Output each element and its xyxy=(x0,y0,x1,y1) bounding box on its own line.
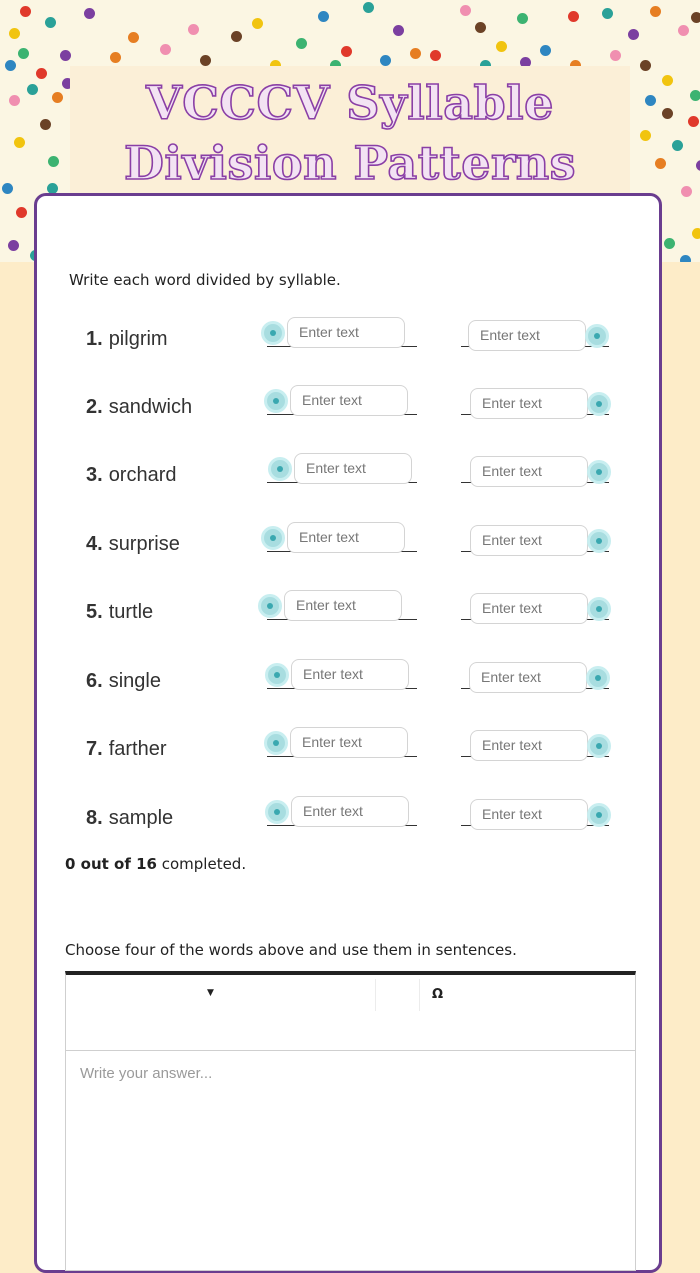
confetti-dot xyxy=(475,22,486,33)
confetti-dot xyxy=(60,50,71,61)
title-banner xyxy=(70,66,630,202)
special-character-button[interactable]: Ω xyxy=(432,987,444,1002)
confetti-dot xyxy=(188,24,199,35)
syllable-2-input[interactable]: Enter text xyxy=(470,388,588,419)
confetti-dot xyxy=(645,95,656,106)
confetti-dot xyxy=(681,186,692,197)
confetti-dot xyxy=(460,5,471,16)
word-item xyxy=(86,601,153,624)
syllable-1-input[interactable]: Enter text xyxy=(290,727,408,758)
drag-handle-icon[interactable] xyxy=(587,734,611,758)
confetti-dot xyxy=(84,8,95,19)
drag-handle-icon[interactable] xyxy=(586,666,610,690)
page-title-line-1: VCCCV Syllable xyxy=(146,76,554,130)
confetti-dot xyxy=(692,228,700,239)
confetti-dot xyxy=(696,160,700,171)
confetti-dot xyxy=(9,95,20,106)
confetti-dot xyxy=(200,55,211,66)
confetti-dot xyxy=(318,11,329,22)
syllable-2-input[interactable]: Enter text xyxy=(470,525,588,556)
word-number: 4. xyxy=(86,533,103,555)
toolbar-divider xyxy=(419,979,420,1011)
confetti-dot xyxy=(650,6,661,17)
word-text: farther xyxy=(108,738,167,760)
page-title-line-2: Division Patterns xyxy=(123,136,577,190)
word-item xyxy=(86,738,167,761)
confetti-dot xyxy=(602,8,613,19)
confetti-dot xyxy=(45,17,56,28)
syllable-1-input[interactable]: Enter text xyxy=(291,796,409,827)
confetti-dot xyxy=(231,31,242,42)
confetti-dot xyxy=(662,108,673,119)
confetti-dot xyxy=(16,207,27,218)
word-text: single xyxy=(108,670,161,692)
word-number: 6. xyxy=(86,670,103,692)
drag-handle-icon[interactable] xyxy=(261,321,285,345)
confetti-dot xyxy=(160,44,171,55)
editor-toolbar xyxy=(66,975,635,1051)
confetti-dot xyxy=(52,92,63,103)
drag-handle-icon[interactable] xyxy=(261,526,285,550)
confetti-dot xyxy=(40,119,51,130)
word-number: 8. xyxy=(86,807,103,829)
word-item xyxy=(86,396,192,419)
word-text: sandwich xyxy=(108,396,193,418)
syllable-2-input[interactable]: Enter text xyxy=(470,799,588,830)
syllable-2-input[interactable]: Enter text xyxy=(468,320,586,351)
confetti-dot xyxy=(410,48,421,59)
word-text: sample xyxy=(108,807,174,829)
syllable-2-input[interactable]: Enter text xyxy=(470,730,588,761)
confetti-dot xyxy=(672,140,683,151)
progress-suffix: completed. xyxy=(156,855,247,873)
confetti-dot xyxy=(628,29,639,40)
drag-handle-icon[interactable] xyxy=(265,800,289,824)
syllable-1-input[interactable]: Enter text xyxy=(284,590,402,621)
drag-handle-icon[interactable] xyxy=(587,529,611,553)
instruction-syllables: Write each word divided by syllable. xyxy=(69,271,341,289)
confetti-dot xyxy=(27,84,38,95)
word-text: surprise xyxy=(108,533,180,555)
syllable-2-input[interactable]: Enter text xyxy=(470,593,588,624)
syllable-1-input[interactable]: Enter text xyxy=(290,385,408,416)
confetti-dot xyxy=(496,41,507,52)
instruction-sentences: Choose four of the words above and use them in sentences. xyxy=(65,941,517,959)
confetti-dot xyxy=(568,11,579,22)
confetti-dot xyxy=(690,90,700,101)
confetti-dot xyxy=(110,52,121,63)
confetti-dot xyxy=(14,137,25,148)
confetti-dot xyxy=(640,130,651,141)
word-number: 7. xyxy=(86,738,103,760)
word-item xyxy=(86,807,173,830)
confetti-dot xyxy=(341,46,352,57)
confetti-dot xyxy=(393,25,404,36)
word-number: 1. xyxy=(86,328,103,350)
confetti-dot xyxy=(128,32,139,43)
syllable-1-input[interactable]: Enter text xyxy=(291,659,409,690)
confetti-dot xyxy=(662,75,673,86)
confetti-dot xyxy=(678,25,689,36)
word-text: orchard xyxy=(108,464,177,486)
drag-handle-icon[interactable] xyxy=(587,597,611,621)
confetti-dot xyxy=(655,158,666,169)
confetti-dot xyxy=(5,60,16,71)
drag-handle-icon[interactable] xyxy=(264,731,288,755)
syllable-1-input[interactable]: Enter text xyxy=(287,522,405,553)
syllable-1-input[interactable]: Enter text xyxy=(294,453,412,484)
confetti-dot xyxy=(380,55,391,66)
confetti-dot xyxy=(48,156,59,167)
confetti-dot xyxy=(610,50,621,61)
caret-down-icon[interactable]: ▼ xyxy=(207,988,214,998)
confetti-dot xyxy=(363,2,374,13)
progress-status xyxy=(65,855,246,873)
rich-text-editor[interactable] xyxy=(65,971,636,1271)
word-item xyxy=(86,533,180,556)
word-number: 2. xyxy=(86,396,103,418)
confetti-dot xyxy=(664,238,675,249)
drag-handle-icon[interactable] xyxy=(587,392,611,416)
drag-handle-icon[interactable] xyxy=(264,389,288,413)
confetti-dot xyxy=(540,45,551,56)
drag-handle-icon[interactable] xyxy=(587,803,611,827)
answer-textarea[interactable]: Write your answer... xyxy=(80,1065,213,1082)
drag-handle-icon[interactable] xyxy=(585,324,609,348)
word-number: 3. xyxy=(86,464,103,486)
drag-handle-icon[interactable] xyxy=(587,460,611,484)
syllable-2-input[interactable]: Enter text xyxy=(470,456,588,487)
confetti-dot xyxy=(9,28,20,39)
word-text: pilgrim xyxy=(108,328,168,350)
word-item xyxy=(86,464,177,487)
word-item xyxy=(86,670,161,693)
drag-handle-icon[interactable] xyxy=(258,594,282,618)
confetti-dot xyxy=(252,18,263,29)
confetti-dot xyxy=(640,60,651,71)
progress-count: 0 out of 16 xyxy=(65,855,157,873)
drag-handle-icon[interactable] xyxy=(268,457,292,481)
confetti-dot xyxy=(688,116,699,127)
confetti-dot xyxy=(517,13,528,24)
drag-handle-icon[interactable] xyxy=(265,663,289,687)
confetti-dot xyxy=(36,68,47,79)
confetti-dot xyxy=(680,255,691,262)
confetti-dot xyxy=(8,240,19,251)
word-item xyxy=(86,328,168,351)
word-text: turtle xyxy=(108,601,154,623)
confetti-dot xyxy=(2,183,13,194)
confetti-dot xyxy=(20,6,31,17)
confetti-dot xyxy=(296,38,307,49)
syllable-2-input[interactable]: Enter text xyxy=(469,662,587,693)
confetti-dot xyxy=(18,48,29,59)
confetti-dot xyxy=(691,12,700,23)
toolbar-divider xyxy=(375,979,376,1011)
word-number: 5. xyxy=(86,601,103,623)
syllable-1-input[interactable]: Enter text xyxy=(287,317,405,348)
confetti-dot xyxy=(430,50,441,61)
